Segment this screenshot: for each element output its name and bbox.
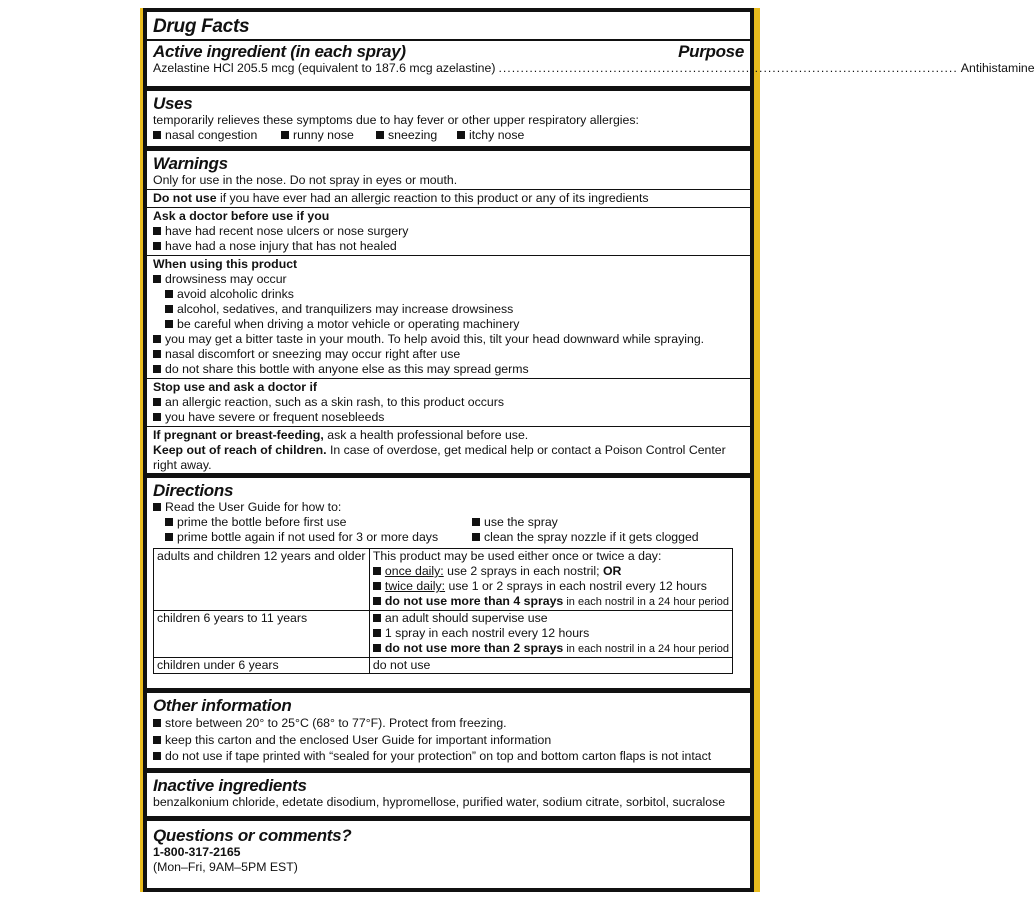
- warning-item: do not share this bottle with anyone else as this may spread germs: [165, 362, 529, 376]
- warning-item: nasal discomfort or sneezing may occur right after use: [165, 347, 461, 361]
- direction-item: clean the spray nozzle if it gets clogged: [484, 530, 699, 544]
- warning-sub-item: be careful when driving a motor vehicle or operating machinery: [177, 317, 520, 331]
- warning-item: an allergic reaction, such as a skin rash, to this product occurs: [165, 395, 505, 409]
- warnings-intro: Only for use in the nose. Do not spray in eyes or mouth.: [153, 173, 458, 187]
- inactive-ingredients-heading: Inactive ingredients: [153, 776, 307, 795]
- phone-number: 1-800-317-2165: [153, 845, 241, 859]
- use-item: runny nose: [293, 128, 354, 142]
- bullet-square-icon: [153, 350, 161, 358]
- warning-item: have had recent nose ulcers or nose surgery: [165, 224, 409, 238]
- bullet-square-icon: [281, 131, 289, 139]
- warning-item: you have severe or frequent nosebleeds: [165, 410, 385, 424]
- direction-item: prime bottle again if not used for 3 or more days: [177, 530, 439, 544]
- bullet-square-icon: [153, 242, 161, 250]
- bullet-square-icon: [373, 582, 381, 590]
- dosage-cell: an adult should supervise use 1 spray in each nostril every 12 hours do not use more than 2 sprays in each nostril in a 24 hour period: [369, 611, 732, 658]
- bullet-square-icon: [153, 365, 161, 373]
- bullet-square-icon: [165, 518, 173, 526]
- bullet-square-icon: [165, 290, 173, 298]
- warning-item: drowsiness may occur: [165, 272, 287, 286]
- use-item: nasal congestion: [165, 128, 258, 142]
- table-row: [154, 611, 733, 658]
- bullet-square-icon: [153, 736, 161, 744]
- inactive-ingredients-section: [147, 768, 750, 816]
- warnings-section: [147, 146, 750, 473]
- questions-heading: Questions or comments?: [153, 826, 352, 845]
- bullet-square-icon: [472, 518, 480, 526]
- bullet-square-icon: [153, 398, 161, 406]
- age-cell: adults and children 12 years and older: [154, 549, 370, 611]
- warning-item: have had a nose injury that has not healed: [165, 239, 397, 253]
- bullet-square-icon: [457, 131, 465, 139]
- active-ingredient-section: [147, 12, 1035, 86]
- questions-section: [147, 816, 750, 882]
- bullet-square-icon: [165, 533, 173, 541]
- age-cell: children under 6 years: [154, 658, 370, 674]
- purpose-heading: Purpose: [678, 42, 744, 61]
- bullet-square-icon: [153, 503, 161, 511]
- other-info-item: store between 20° to 25°C (68° to 77°F). Protect from freezing.: [165, 716, 507, 730]
- uses-heading: Uses: [153, 94, 193, 113]
- use-item: itchy nose: [469, 128, 525, 142]
- bullet-square-icon: [373, 644, 381, 652]
- direction-item: prime the bottle before first use: [177, 515, 347, 529]
- dosage-cell: This product may be used either once or twice a day: once daily: use 2 sprays in each nostril; OR twice daily: use 1 or 2 sprays in each nostril every 12 hours do not use more than 4 sprays in each nostril in a 24 hour period: [369, 549, 732, 611]
- keep-out-warning-cont: right away.: [153, 458, 212, 472]
- directions-section: [147, 473, 750, 688]
- phone-hours: (Mon–Fri, 9AM–5PM EST): [153, 860, 298, 874]
- directions-intro: Read the User Guide for how to:: [165, 500, 342, 514]
- uses-intro: temporarily relieves these symptoms due to hay fever or other upper respiratory allergies:: [153, 113, 639, 127]
- drug-facts-panel: [143, 8, 1035, 892]
- active-ingredient-text: Azelastine HCl 205.5 mcg (equivalent to 187.6 mcg azelastine): [153, 61, 496, 75]
- direction-item: use the spray: [484, 515, 558, 529]
- warning-sub-item: avoid alcoholic drinks: [177, 287, 294, 301]
- other-info-heading: Other information: [153, 696, 292, 715]
- other-info-section: [147, 688, 750, 768]
- leader-dots: ........................................................................................................: [498, 61, 958, 75]
- uses-list: [153, 128, 744, 143]
- uses-section: [147, 86, 750, 146]
- bullet-square-icon: [153, 131, 161, 139]
- bullet-square-icon: [373, 567, 381, 575]
- warning-item: you may get a bitter taste in your mouth. To help avoid this, tilt your head downward while spraying.: [165, 332, 705, 346]
- when-using-heading: When using this product: [153, 257, 298, 271]
- directions-heading: Directions: [153, 481, 234, 500]
- bullet-square-icon: [472, 533, 480, 541]
- bullet-square-icon: [373, 629, 381, 637]
- warnings-heading: Warnings: [153, 154, 228, 173]
- active-ingredient-heading: Active ingredient (in each spray): [153, 42, 406, 61]
- dosage-table: [153, 548, 733, 674]
- bullet-square-icon: [373, 597, 381, 605]
- active-ingredient-row: [153, 61, 1035, 76]
- bullet-square-icon: [165, 305, 173, 313]
- bullet-square-icon: [373, 614, 381, 622]
- other-info-item: keep this carton and the enclosed User Guide for important information: [165, 732, 552, 747]
- bullet-square-icon: [153, 752, 161, 760]
- use-item: sneezing: [388, 128, 438, 142]
- keep-out-warning: Keep out of reach of children. In case of overdose, get medical help or contact a Poison Control Center: [153, 443, 726, 457]
- age-cell: children 6 years to 11 years: [154, 611, 370, 658]
- yellow-edge-right: [753, 8, 760, 892]
- warning-sub-item: alcohol, sedatives, and tranquilizers may increase drowsiness: [177, 302, 514, 316]
- bullet-square-icon: [165, 320, 173, 328]
- stop-use-heading: Stop use and ask a doctor if: [153, 380, 317, 394]
- bullet-square-icon: [153, 719, 161, 727]
- other-info-item: do not use if tape printed with “sealed for your protection” on top and bottom carton flaps is not intact: [165, 749, 712, 763]
- bullet-square-icon: [153, 413, 161, 421]
- ask-doctor-heading: Ask a doctor before use if you: [153, 209, 330, 223]
- dosage-cell: do not use: [369, 658, 732, 674]
- table-row: [154, 549, 733, 611]
- do-not-use: Do not use if you have ever had an allergic reaction to this product or any of its ingredients: [147, 189, 750, 206]
- table-row: [154, 658, 733, 674]
- bullet-square-icon: [376, 131, 384, 139]
- inactive-ingredients-text: benzalkonium chloride, edetate disodium, hypromellose, purified water, sodium citrate, sorbitol, sucralose: [153, 795, 726, 809]
- bullet-square-icon: [153, 335, 161, 343]
- drug-facts-title: Drug Facts: [153, 16, 250, 37]
- bullet-square-icon: [153, 227, 161, 235]
- bullet-square-icon: [153, 275, 161, 283]
- purpose-text: Antihistamine: [960, 61, 1035, 75]
- pregnancy-warning: If pregnant or breast-feeding, ask a health professional before use.: [153, 428, 529, 442]
